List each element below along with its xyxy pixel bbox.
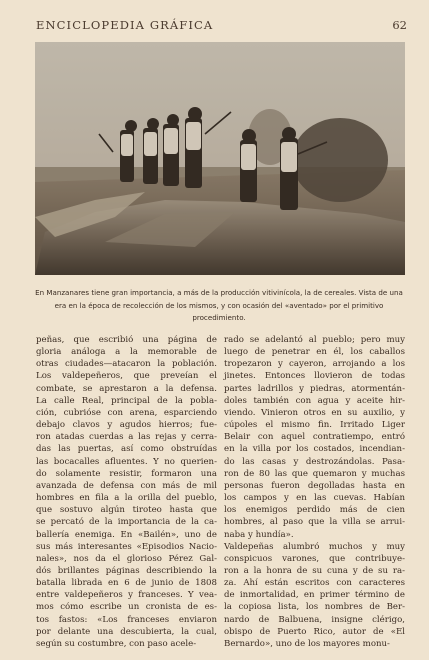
page-number: 62 xyxy=(392,18,407,32)
text-line: en la villa por los costados, incendian- xyxy=(224,444,405,455)
caption-line: En Manzanares tiene gran importancia, a más de la producción vitivinícola, la de cereales. Vista de xyxy=(35,288,388,297)
text-line: luego de penetrar en él, los caballos xyxy=(224,347,405,358)
text-line: Bernardo», uno de los mayores monu- xyxy=(224,638,390,649)
text-line: viendo. Vinieron otros en su auxilio, y xyxy=(224,407,405,418)
text-line: obispo de Puerto Rico, autor de «El xyxy=(224,626,405,637)
text-line: rado se adelantó al pueblo; pero muy xyxy=(224,335,405,345)
threshing-scene-photo xyxy=(35,42,405,275)
text-line: do solamente resistir, formaron una xyxy=(36,468,217,479)
text-line: la copiosa lista, los nombres de Ber- xyxy=(224,602,405,613)
text-line: do las casas y destrozándolas. Pasa- xyxy=(224,456,405,467)
text-line: partes ladrillos y piedras, atormentán- xyxy=(224,383,405,394)
text-line: hombres, al paso que la villa se arrui- xyxy=(224,517,405,528)
text-line: tos fastos: «Los franceses enviaron xyxy=(36,614,217,625)
body-column-right xyxy=(224,334,405,650)
text-line: entre valdepeñeros y franceses. Y vea- xyxy=(36,590,217,601)
text-line: avanzada de defensa con más de mil xyxy=(36,480,217,491)
text-line: ron a la honra de su cuna y de su ra- xyxy=(224,565,405,576)
running-title: ENCICLOPEDIA GRÁFICA xyxy=(36,18,214,32)
text-line: Los valdepeñeros, que preveían el xyxy=(36,371,217,382)
text-line: conspicuos varones, que contribuye- xyxy=(224,553,405,564)
caption-line: una era en la época de recolección de los mismos, y con ocasión del «aventado» por el primitivo xyxy=(54,288,403,310)
text-line: los campos y en las cuevas. Habían xyxy=(224,493,405,504)
text-line: ción, cubrióse con arena, esparciendo xyxy=(36,407,217,418)
text-line: de inmortalidad, en primer término de xyxy=(224,590,405,601)
text-line: que sostuvo algún tiroteo hasta que xyxy=(36,505,217,516)
text-line: za. Ahí están escritos con caracteres xyxy=(224,578,405,589)
text-line: nales», nos da el glorioso Pérez Gal- xyxy=(36,553,217,564)
text-line: La calle Real, principal de la pobla- xyxy=(36,395,217,406)
text-line: según su costumbre, con paso acele- xyxy=(36,638,197,649)
text-line: batalla librada en 6 de junio de 1808 xyxy=(36,578,217,589)
text-line: das las puertas, así como obstruídas xyxy=(36,444,217,455)
text-line: gloria análoga a la memorable de xyxy=(36,347,217,358)
text-line: hombres en fila a la orilla del pueblo, xyxy=(36,493,217,504)
text-line: ballería enemiga. En «Bailén», uno de xyxy=(36,529,217,540)
text-line: las bocacalles afluentes. Y no querien- xyxy=(36,456,217,467)
text-line: dós brillantes páginas describiendo la xyxy=(36,565,217,576)
text-line: combate, se aprestaron a la defensa. xyxy=(36,383,217,394)
text-line: otras ciudades—atacaron la población. xyxy=(36,359,217,370)
text-line: sus más interesantes «Episodios Nacio- xyxy=(36,541,217,552)
text-line: ron atadas cuerdas a las rejas y cerra- xyxy=(36,432,217,443)
text-line: ron de 80 las que quemaron y muchas xyxy=(224,468,405,479)
body-column-left xyxy=(36,334,217,650)
text-line: peñas, que escribió una página de xyxy=(36,335,217,345)
text-line: Valdepeñas alumbró muchos y muy xyxy=(224,541,405,552)
text-line: los enemigos perdido más de cien xyxy=(224,505,405,516)
text-line: tropezaron y cayeron, arrojando a los xyxy=(224,359,405,370)
text-line: Belair con aquel contratiempo, entró xyxy=(224,432,405,443)
text-line: personas fueron degolladas hasta en xyxy=(224,480,405,491)
photo-drawing xyxy=(35,42,405,275)
text-line: por delante una descubierta, la cual, xyxy=(36,626,217,637)
text-line: naba y hundía». xyxy=(224,529,294,540)
page-header xyxy=(36,14,407,34)
text-line: jinetes. Entonces llovieron de todas xyxy=(224,371,405,382)
text-line: mos cómo escribe un cronista de es- xyxy=(36,602,217,613)
text-line: nardo de Balbuena, insigne clérigo, xyxy=(224,614,405,625)
photo-caption xyxy=(33,287,405,325)
text-line: se percató de la importancia de la ca- xyxy=(36,517,217,528)
text-line: doles también con agua y aceite hir- xyxy=(224,395,405,406)
text-line: cúpoles el mismo fin. Irritado Liger xyxy=(224,420,405,431)
caption-line: procedimiento. xyxy=(192,313,246,322)
text-line: debajo clavos y agudos hierros; fue- xyxy=(36,420,217,431)
